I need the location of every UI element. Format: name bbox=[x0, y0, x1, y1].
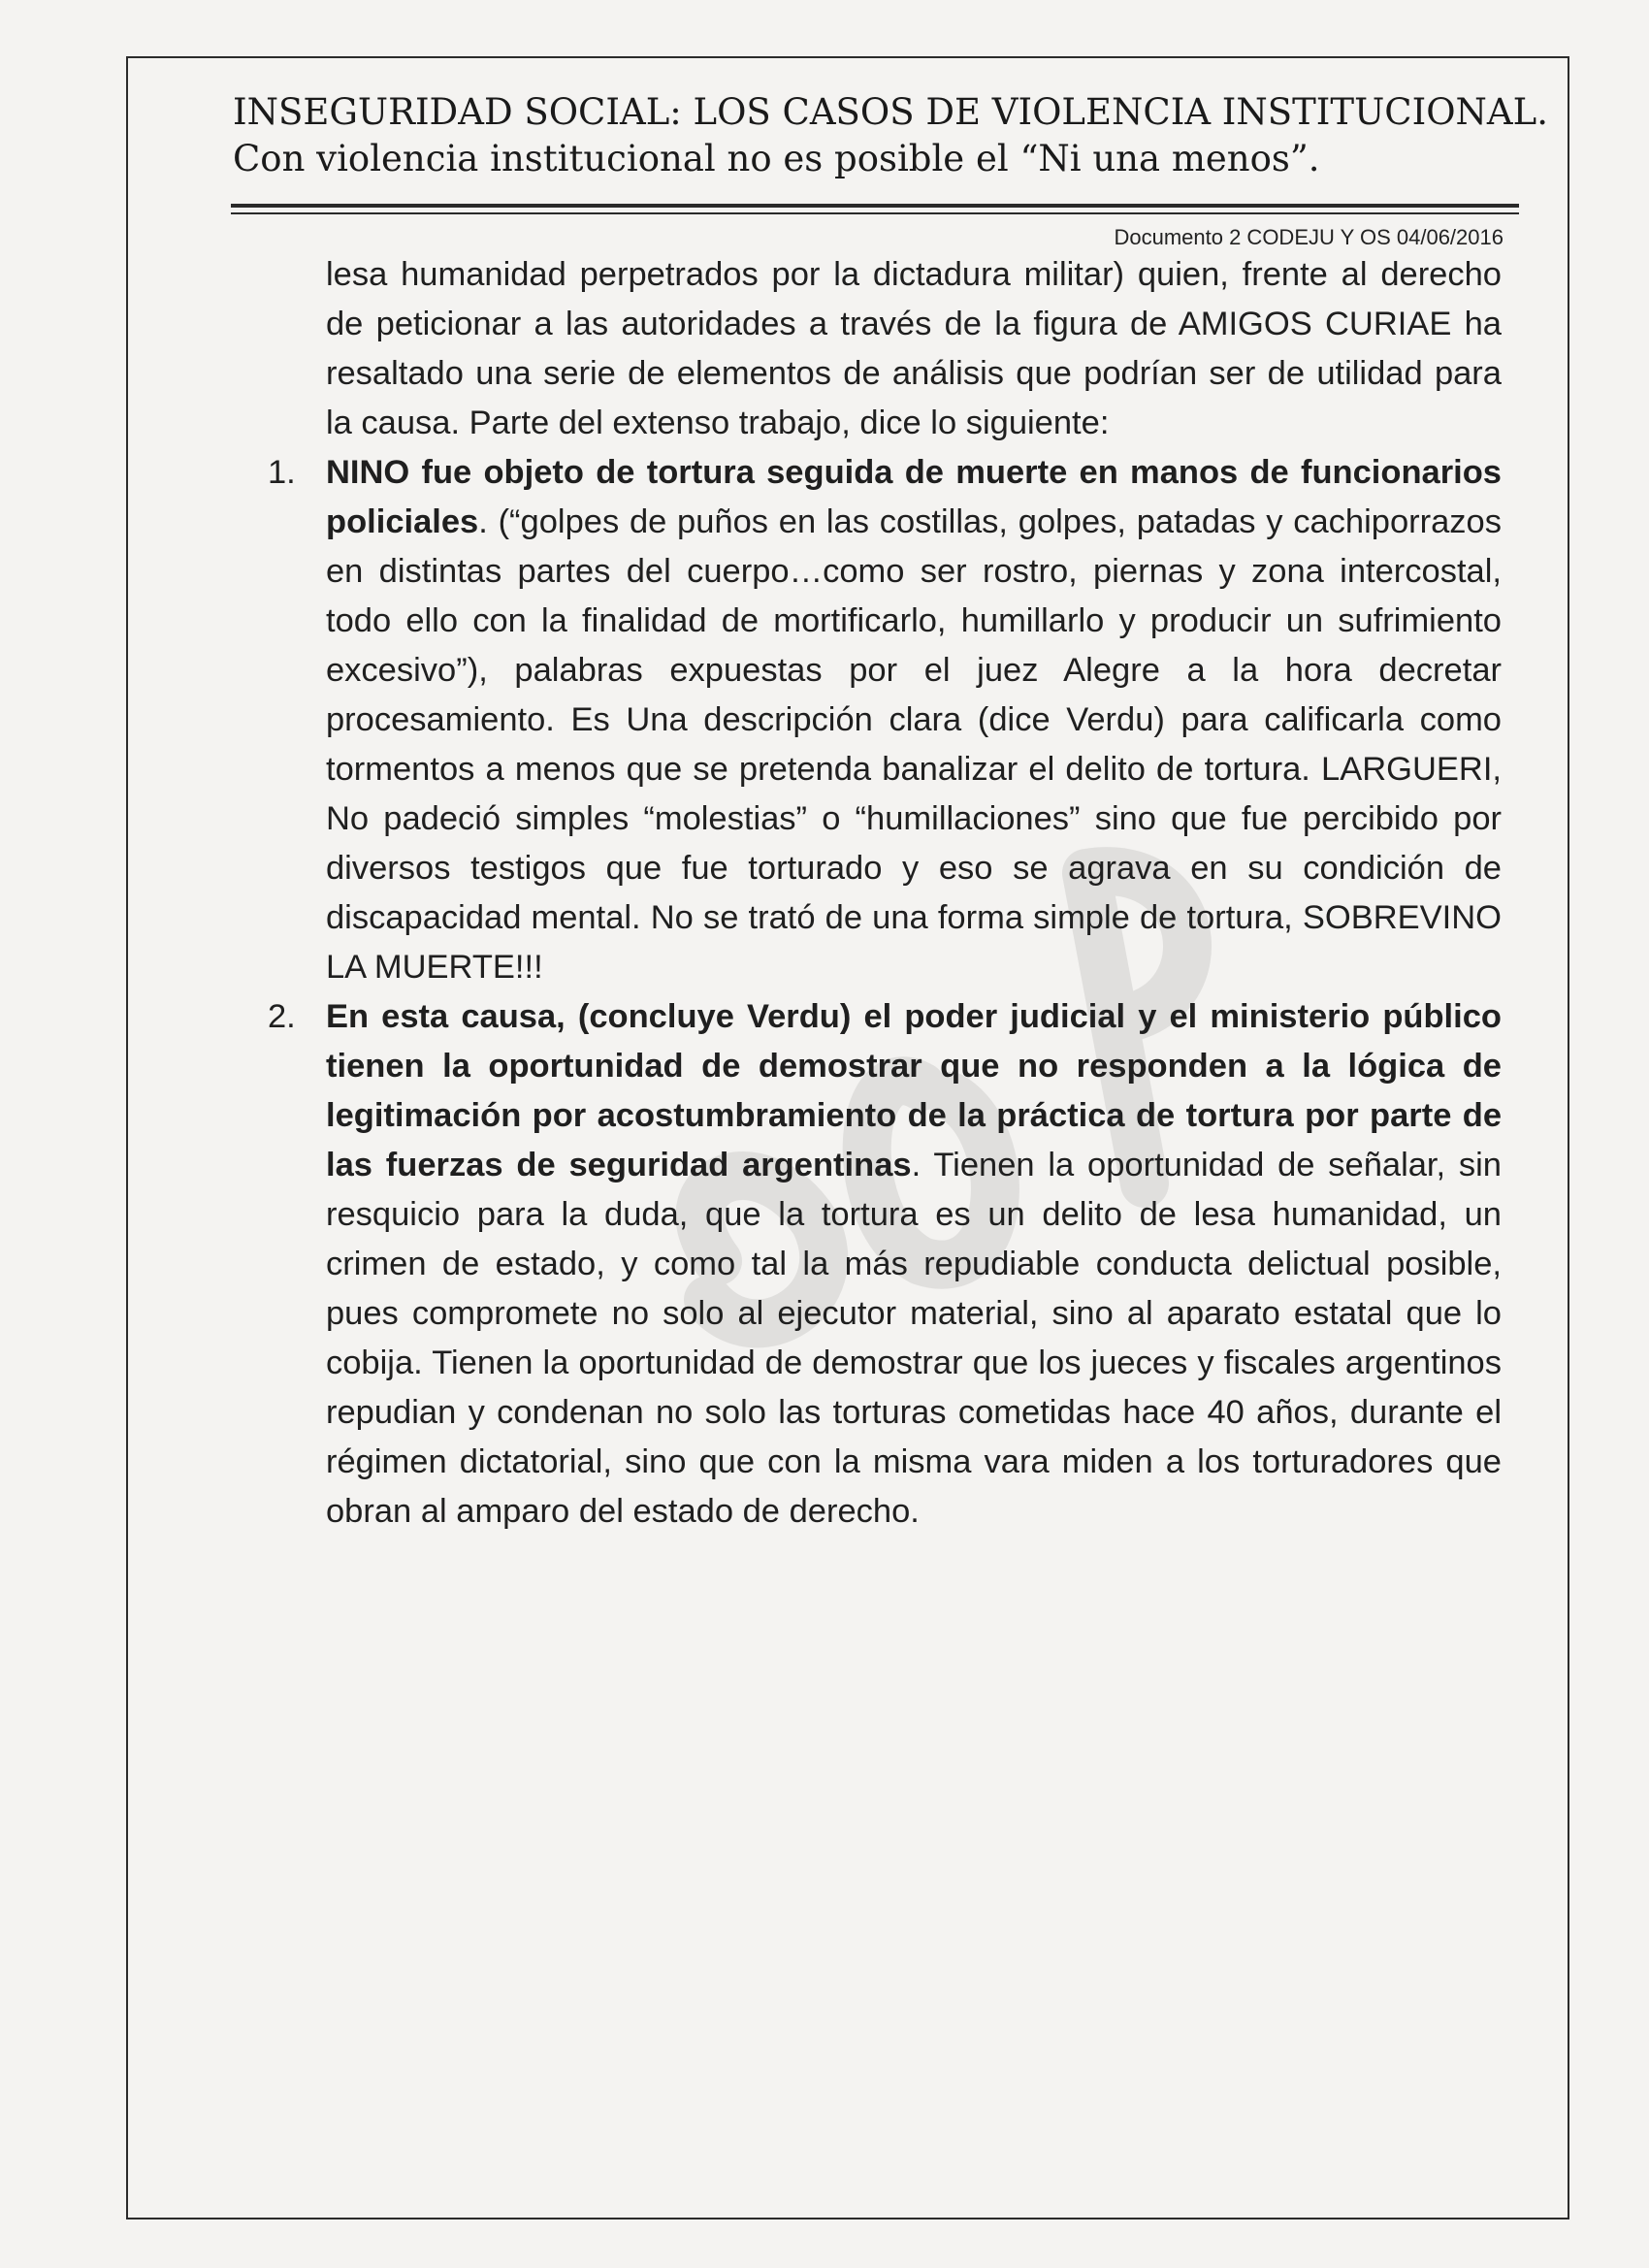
header-subtitle: Con violencia institucional no es posible el “Ni una menos”. bbox=[233, 138, 1320, 179]
numbered-list bbox=[268, 448, 1502, 1537]
list-item bbox=[268, 448, 1502, 992]
document-body bbox=[268, 250, 1502, 1537]
intro-paragraph: lesa humanidad perpetrados por la dictadura militar) quien, frente al derecho de peticionar a las autoridades a través de la figura de AMIGOS CURIAE ha resaltado una serie de elementos de análisis que podrían ser de utilidad para la causa. Parte del extenso trabajo, dice lo siguiente: bbox=[326, 256, 1502, 441]
list-item-text: . (“golpes de puños en las costillas, golpes, patadas y cachiporrazos en distintas partes del cuerpo…como ser rostro, piernas y zona intercostal, todo ello con la finalidad de mortificarlo, humillarlo y producir un sufrimiento excesivo”), palabras expuestas por el juez Alegre a la hora decretar procesamiento. Es Una descripción clara (dice Verdu) para calificarla como tormentos a menos que se pretenda banalizar el delito de tortura. LARGUERI, No padeció simples “molestias” o “humillaciones” sino que fue percibido por diversos testigos que fue torturado y eso se agrava en su condición de discapacidad mental. No se trató de una forma simple de tortura, SOBREVINO LA MUERTE!!! bbox=[326, 503, 1502, 986]
list-number: 2. bbox=[268, 998, 296, 1035]
header-rule-thick bbox=[231, 204, 1519, 208]
document-reference: Documento 2 CODEJU Y OS 04/06/2016 bbox=[1114, 225, 1504, 249]
list-item-bold-lead: En esta causa, (concluye Verdu) el poder judicial y el ministerio público tienen la oportunidad de demostrar que no responden a la lógica de legitimación por acostumbramiento de la práctica de tortura por parte de las fuerzas de seguridad argentinas bbox=[326, 998, 1502, 1183]
header-title: INSEGURIDAD SOCIAL: LOS CASOS DE VIOLENCIA INSTITUCIONAL. bbox=[233, 91, 1548, 133]
list-item-bold-lead: NINO fue objeto de tortura seguida de muerte en manos de funcionarios policiales bbox=[326, 454, 1502, 540]
list-number: 1. bbox=[268, 454, 296, 491]
list-item bbox=[268, 992, 1502, 1537]
header-rule-thin bbox=[231, 212, 1519, 214]
list-item-text: . Tienen la oportunidad de señalar, sin resquicio para la duda, que la tortura es un delito de lesa humanidad, un crimen de estado, y como tal la más repudiable conducta delictual posible, pues compromete no solo al ejecutor material, sino al aparato estatal que lo cobija. Tienen la oportunidad de demostrar que los jueces y fiscales argentinos repudian y condenan no solo las torturas cometidas hace 40 años, durante el régimen dictatorial, sino que con la misma vara miden a los torturadores que obran al amparo del estado de derecho. bbox=[326, 1147, 1502, 1530]
document-header bbox=[233, 89, 1548, 182]
